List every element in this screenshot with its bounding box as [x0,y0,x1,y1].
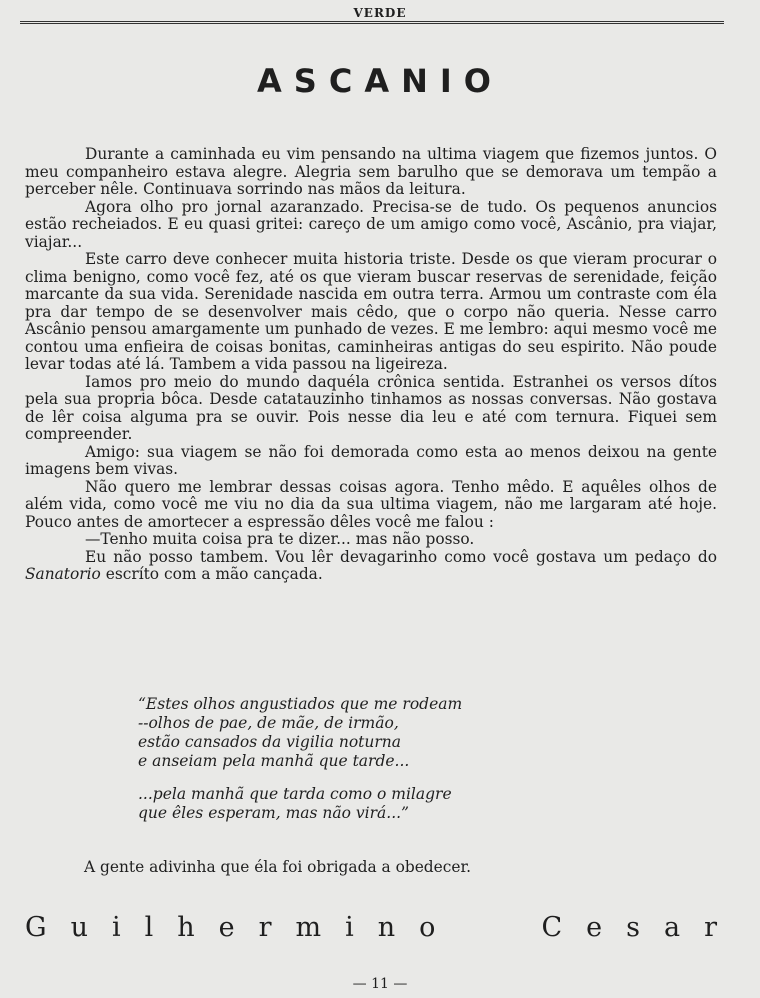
author-signature [25,912,741,943]
dialogue-line: —Tenho muita coisa pra te dizer... mas não posso. [85,530,475,548]
article-body [25,146,717,584]
paragraph: Durante a caminhada eu vim pensando na ultima viagem que fizemos juntos. O meu companheiro estava alegre. Alegria sem barulho que se demorava um tempão a perceber nêle. Continuava sorrindo nas mãos da leitura. [25,145,717,198]
poem-line: estão cansados da vigilia noturna [138,733,402,751]
author-first-name: Guilhermino [25,912,460,943]
poem-stanza [138,695,618,771]
running-header: VERDE [353,6,407,20]
paragraph [25,549,717,584]
paragraph-text: escríto com a mão cançada. [100,565,323,583]
poem-line: e anseiam pela manhã que tarde... [138,752,410,770]
header-rule [20,21,724,24]
poem-line: “Estes olhos angustiados que me rodeam [138,695,463,713]
paragraph: Este carro deve conhecer muita historia triste. Desde os que vieram procurar o clima benigno, como você fez, até os que vieram buscar reservas de serenidade, feição marcante da sua vida. Serenidade nascida em outra terra. Armou um contraste com éla pra dar tempo de se desenvolver mais cêdo, que o corpo não queria. Nesse carro Ascânio pensou amargamente um punhado de vezes. E me lembro: aqui mesmo você me contou uma enfieira de coisas bonitas, caminheiras antigas do seu espirito. Não poude levar todas até lá. Tambem a vida passou na ligeireza. [25,250,717,373]
paragraph: Agora olho pro jornal azaranzado. Precisa-se de tudo. Os pequenos anuncios estão recheiados. E eu quasi gritei: careço de um amigo como você, Ascânio, pra viajar, viajar... [25,197,717,251]
poem-line: ...pela manhã que tarda como o milagre [138,785,452,803]
author-last-name: Cesar [541,912,741,943]
paragraph-text: Eu não posso tambem. Vou lêr devagarinho como você gostava um pedaço do [85,547,717,566]
paragraph: Não quero me lembrar dessas coisas agora. Tenho mêdo. E aquêles olhos de além vida, como você me viu no dia da sua ultima viagem, não me largaram até hoje. Pouco antes de amortecer a espressão dêles você me falou : [25,477,717,531]
book-title: Sanatorio [25,565,101,583]
poem-line: --olhos de pae, de mãe, de irmão, [138,714,399,732]
poem-line: que êles esperam, mas não virá...” [138,804,409,822]
closing-line: A gente adivinha que éla foi obrigada a obedecer. [84,858,472,876]
poem-stanza [138,785,618,823]
article-title: ASCANIO [257,62,503,100]
page-number: — 11 — [352,976,408,992]
paragraph: Amigo: sua viagem se não foi demorada como esta ao menos deixou na gente imagens bem vivas. [25,442,717,478]
poem-quote [138,695,618,837]
paragraph: Iamos pro meio do mundo daquéla crônica sentida. Estranhei os versos dítos pela sua propria bôca. Desde catatauzinho tinhamos as nossas conversas. Não gostava de lêr coisa alguma pra se ouvir. Pois nesse dia leu e até com ternura. Fiquei sem compreender. [25,372,717,443]
